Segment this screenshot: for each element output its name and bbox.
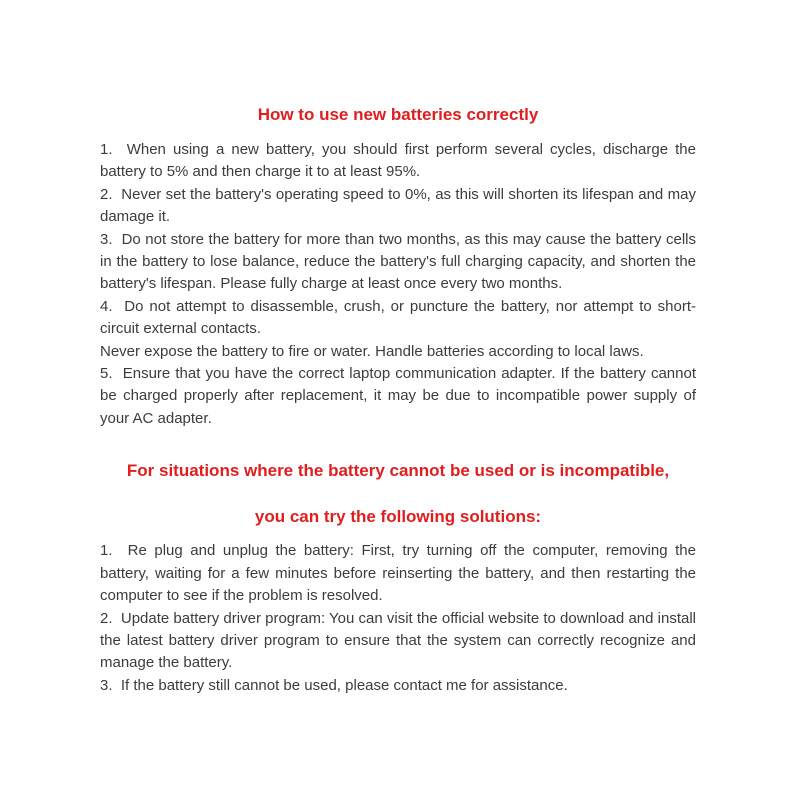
section1-paragraph-6: 5. Ensure that you have the correct laptop communication adapter. If the battery cannot be charged properly after replacement, it may be due to incompatible power supply of your AC adapter. [100, 365, 701, 427]
document-content [100, 104, 701, 697]
section2-paragraph-1: 1. Re plug and unplug the battery: First, try turning off the computer, removing the battery, waiting for a few minutes before reinserting the battery, and then restarting the computer to see if the problem is resolved. [100, 542, 701, 605]
section2-title-line2: you can try the following solutions: [254, 507, 542, 527]
section1-body [100, 139, 701, 430]
section2-title-line1: For situations where the battery cannot be used or is incompatible, [126, 461, 670, 481]
section2-paragraph-2: 2. Update battery driver program: You can visit the official website to download and install the latest battery driver program to ensure that the system can correctly recognize and manage the battery. [100, 609, 701, 672]
section1-paragraph-5: Never expose the battery to fire or water. Handle batteries according to local laws. [100, 342, 644, 360]
section2-body [100, 540, 701, 697]
section1-paragraph-2: 2. Never set the battery's operating speed to 0%, as this will shorten its lifespan and may damage it. [100, 185, 701, 226]
section1-title: How to use new batteries correctly [257, 105, 539, 124]
section1-paragraph-1: 1. When using a new battery, you should first perform several cycles, discharge the battery to 5% and then charge it to at least 95%. [100, 141, 701, 181]
section1-paragraph-4: 4. Do not attempt to disassemble, crush, or puncture the battery, nor attempt to short-circuit external contacts. [100, 297, 696, 338]
section1-paragraph-3: 3. Do not store the battery for more than two months, as this may cause the battery cells in the battery to lose balance, reduce the battery's full charging capacity, and shorten the battery's lifespan. Please fully charge at least once every two months. [100, 230, 701, 293]
section2-paragraph-3: 3. If the battery still cannot be used, please contact me for assistance. [100, 676, 568, 694]
